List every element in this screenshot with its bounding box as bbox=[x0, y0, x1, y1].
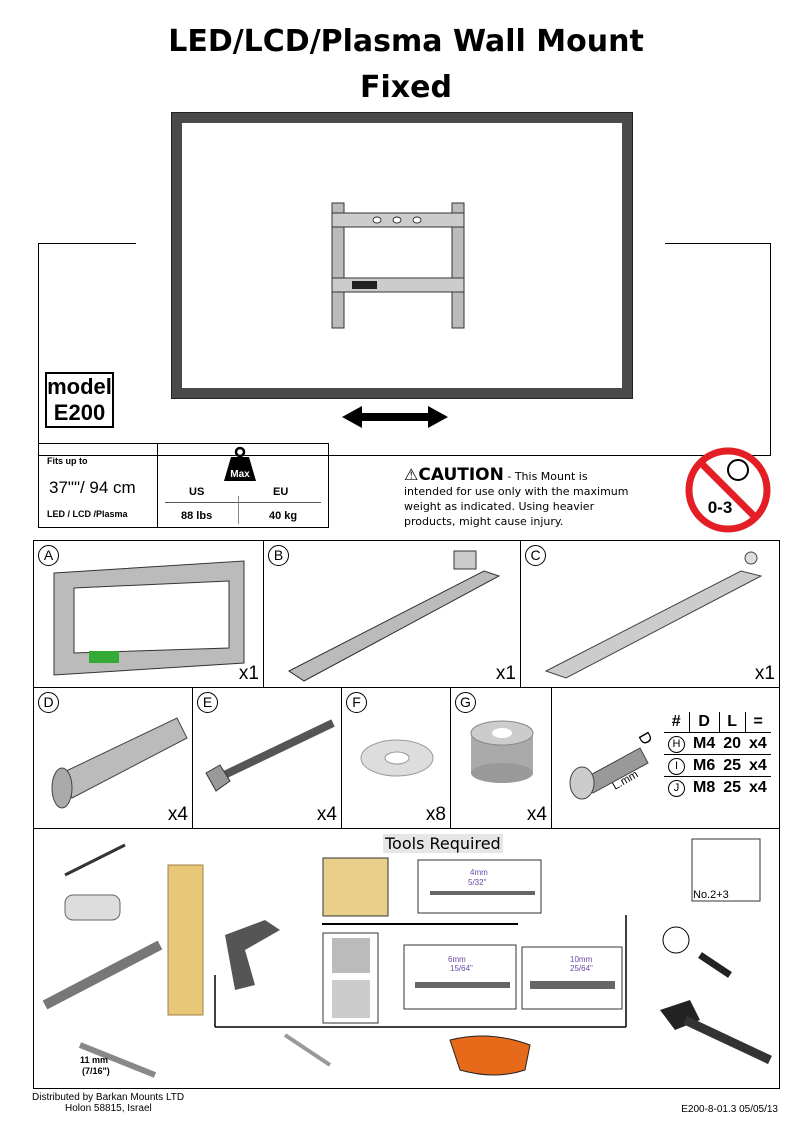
model-box bbox=[45, 372, 114, 428]
model-number: E200 bbox=[53, 400, 106, 425]
eu-label: EU bbox=[273, 486, 289, 498]
screw-table-cell bbox=[551, 687, 780, 829]
svg-text:5/32": 5/32" bbox=[468, 878, 487, 887]
title-line2: Fixed bbox=[360, 70, 452, 105]
table-row: H M4 20 x4 bbox=[664, 733, 771, 755]
us-weight: 88 lbs bbox=[181, 510, 213, 522]
part-c: C x1 bbox=[520, 540, 780, 688]
model-label: model bbox=[47, 374, 112, 399]
part-a: A x1 bbox=[33, 540, 264, 688]
part-g: G x4 bbox=[450, 687, 552, 829]
spec-table bbox=[38, 443, 329, 528]
table-row: J M8 25 x4 bbox=[664, 777, 771, 799]
svg-text:4mm: 4mm bbox=[470, 868, 488, 877]
part-d: D x4 bbox=[33, 687, 193, 829]
svg-text:10mm: 10mm bbox=[570, 955, 593, 964]
svg-text:L.mm: L.mm bbox=[610, 768, 641, 793]
screen-size: 37""/ 94 cm bbox=[49, 478, 136, 497]
part-e: E x4 bbox=[192, 687, 342, 829]
caution-text: ⚠CAUTION - This Mount is intended for use only with the maximum weight as indicated. Using heavier products, might cause injury. bbox=[404, 465, 629, 528]
svg-text:25/64": 25/64" bbox=[570, 964, 593, 973]
title-line1: LED/LCD/Plasma Wall Mount bbox=[168, 24, 644, 59]
us-label: US bbox=[189, 486, 205, 498]
table-row: I M6 25 x4 bbox=[664, 755, 771, 777]
warning-icon: ⚠ bbox=[404, 465, 419, 484]
screen-types: LED / LCD /Plasma bbox=[47, 509, 128, 519]
svg-text:0-3: 0-3 bbox=[707, 498, 733, 517]
screw-table: # D L = H M4 20 x4 I M6 25 x4 J M8 25 x4 bbox=[664, 712, 771, 798]
svg-text:No.2+3: No.2+3 bbox=[693, 889, 729, 901]
screw-illustration bbox=[560, 708, 670, 803]
divider bbox=[665, 243, 771, 244]
svg-text:11 mm: 11 mm bbox=[80, 1055, 109, 1065]
weight-icon bbox=[223, 446, 257, 482]
svg-text:6mm: 6mm bbox=[448, 955, 466, 964]
svg-text:Max: Max bbox=[230, 469, 250, 480]
eu-weight: 40 kg bbox=[269, 510, 298, 522]
svg-text:(7/16"): (7/16") bbox=[82, 1066, 110, 1076]
divider bbox=[38, 243, 136, 244]
no-children-sign bbox=[684, 446, 772, 534]
distributor: Distributed by Barkan Mounts LTD Holon 58815, Israel bbox=[32, 1092, 185, 1114]
svg-text:D: D bbox=[634, 729, 656, 749]
svg-text:15/64": 15/64" bbox=[450, 964, 473, 973]
part-f: F x8 bbox=[341, 687, 451, 829]
document-code: E200-8-01.3 05/05/13 bbox=[681, 1104, 778, 1115]
fits-label: Fits up to bbox=[47, 456, 88, 466]
tools-heading: Tools Required bbox=[385, 834, 501, 853]
part-b: B x1 bbox=[263, 540, 521, 688]
horizontal-arrow-icon bbox=[340, 404, 450, 430]
tools-illustration bbox=[40, 835, 780, 1085]
tv-illustration bbox=[172, 113, 632, 398]
